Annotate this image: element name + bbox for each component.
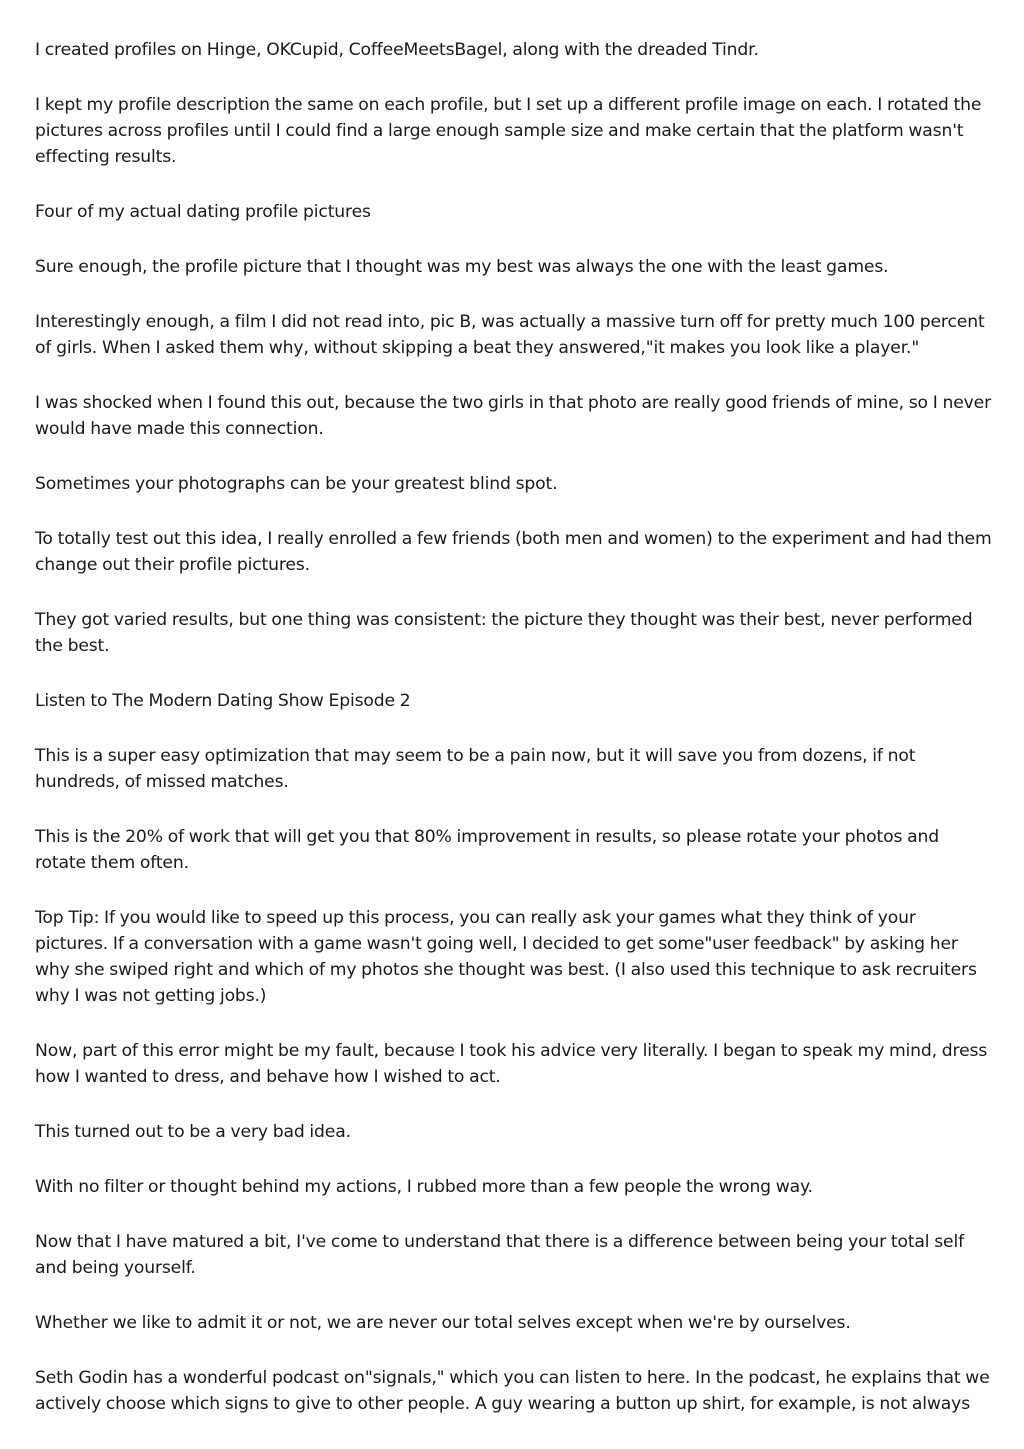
paragraph: Sometimes your photographs can be your greatest blind spot. — [35, 474, 558, 494]
paragraph: Listen to The Modern Dating Show Episode 2 — [35, 691, 411, 711]
paragraph: This is a super easy optimization that may seem to be a pain now, but it will save you from dozens, if not hundreds, of missed matches. — [35, 746, 916, 792]
paragraph: Now, part of this error might be my fault, because I took his advice very literally. I began to speak my mind, dress how I wanted to dress, and behave how I wished to act. — [35, 1041, 988, 1087]
paragraph: I created profiles on Hinge, OKCupid, CoffeeMeetsBagel, along with the dreaded Tindr. — [35, 40, 759, 60]
paragraph: With no filter or thought behind my actions, I rubbed more than a few people the wrong way. — [35, 1177, 813, 1197]
document-body — [35, 37, 993, 1446]
paragraph: Interestingly enough, a film I did not read into, pic B, was actually a massive turn off for pretty much 100 percent of girls. When I asked them why, without skipping a beat they answered,"it makes you look like a player." — [35, 312, 985, 358]
image-caption: Four of my actual dating profile pictures — [35, 202, 371, 222]
paragraph: Whether we like to admit it or not, we are never our total selves except when we're by ourselves. — [35, 1313, 851, 1333]
paragraph: Seth Godin has a wonderful podcast on"signals," which you can listen to here. In the podcast, he explains that we actively choose which signs to give to other people. A guy wearing a button up shirt, for example, is not always — [35, 1368, 990, 1414]
paragraph: This turned out to be a very bad idea. — [35, 1122, 351, 1142]
paragraph: Sure enough, the profile picture that I thought was my best was always the one with the least games. — [35, 257, 889, 277]
paragraph: To totally test out this idea, I really enrolled a few friends (both men and women) to the experiment and had them change out their profile pictures. — [35, 529, 992, 575]
top-tip-paragraph: Top Tip: If you would like to speed up this process, you can really ask your games what they think of your pictures. If a conversation with a game wasn't going well, I decided to get some"user feedback" by asking her why she swiped right and which of my photos she thought was best. (I also used this technique to ask recruiters why I was not getting jobs.) — [35, 908, 977, 1006]
paragraph: They got varied results, but one thing was consistent: the picture they thought was their best, never performed the best. — [35, 610, 973, 656]
paragraph: I was shocked when I found this out, because the two girls in that photo are really good friends of mine, so I never would have made this connection. — [35, 393, 991, 439]
paragraph: This is the 20% of work that will get you that 80% improvement in results, so please rotate your photos and rotate them often. — [35, 827, 939, 873]
paragraph: I kept my profile description the same on each profile, but I set up a different profile image on each. I rotated the pictures across profiles until I could find a large enough sample size and make certain that the platform wasn't effecting results. — [35, 95, 982, 167]
paragraph: Now that I have matured a bit, I've come to understand that there is a difference between being your total self and being yourself. — [35, 1232, 965, 1278]
